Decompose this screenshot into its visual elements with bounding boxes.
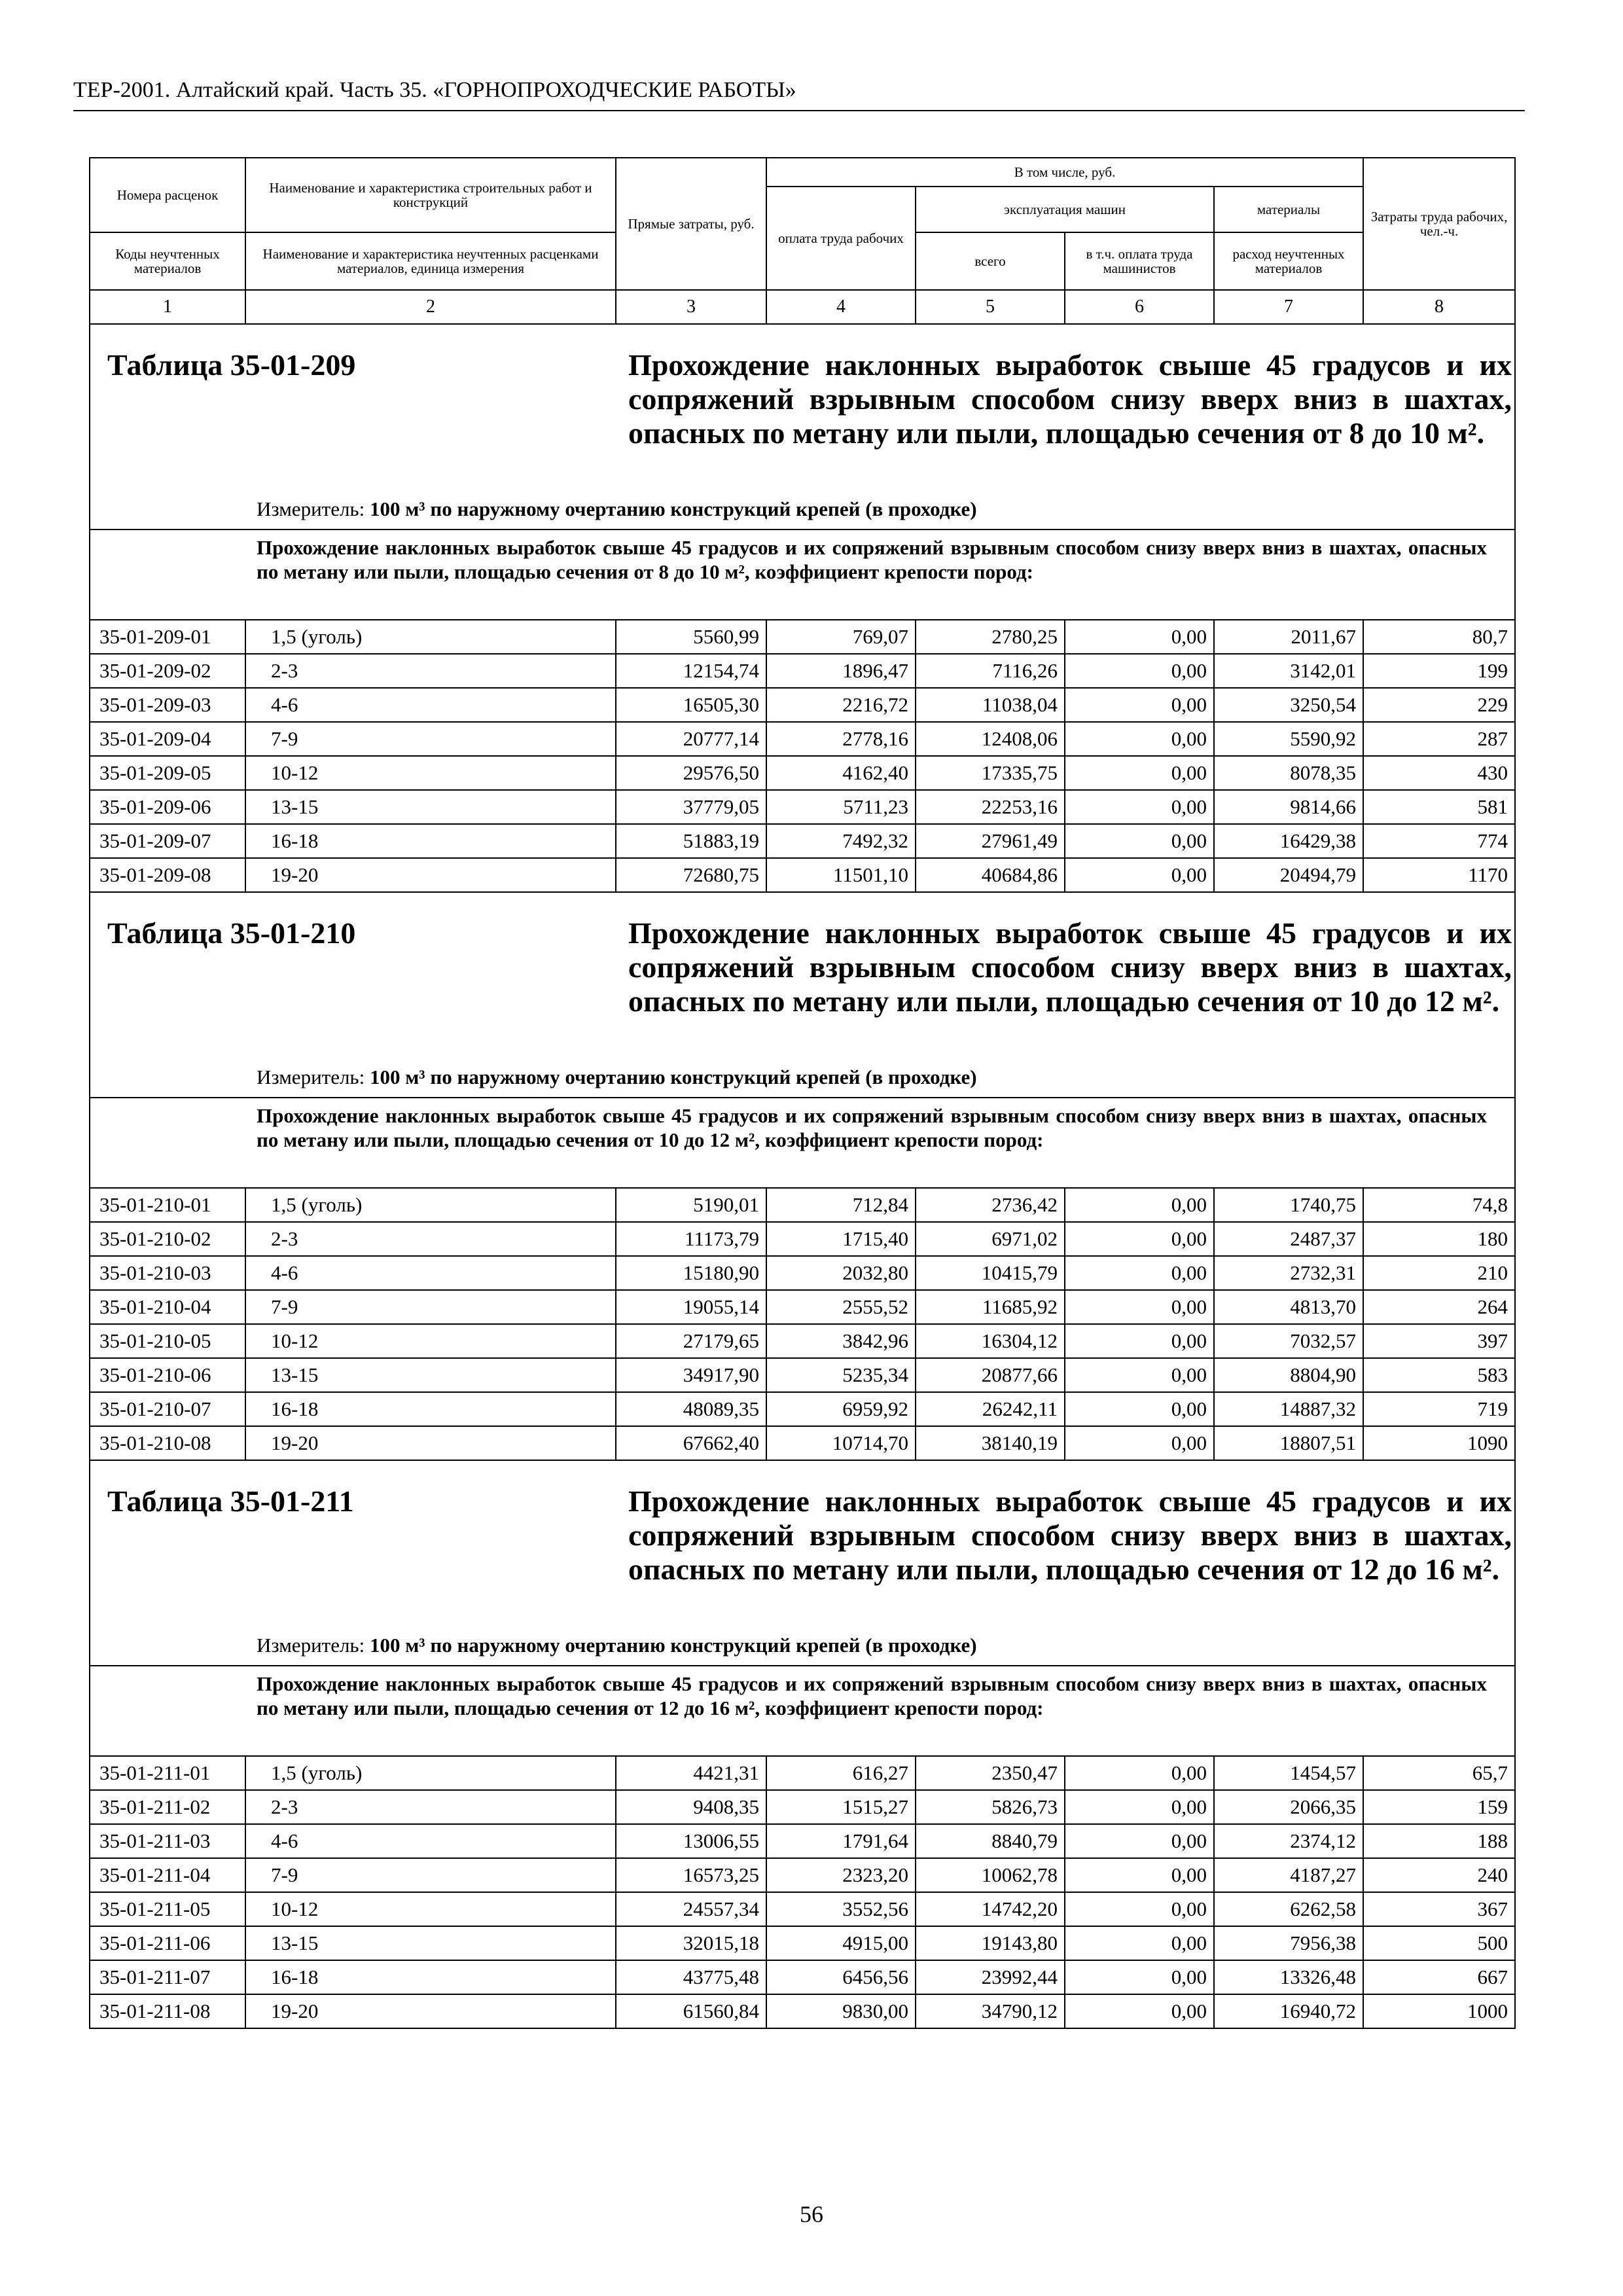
value-cell: 1170 — [1363, 858, 1515, 892]
value-cell: 16940,72 — [1214, 1994, 1363, 2028]
value-cell: 19055,14 — [616, 1290, 766, 1324]
value-cell: 1090 — [1363, 1426, 1515, 1460]
rate-code-cell: 35-01-210-02 — [90, 1222, 245, 1256]
table-row — [90, 1756, 1515, 1790]
rate-code-cell: 35-01-211-01 — [90, 1756, 245, 1790]
table-title: Прохождение наклонных выработок свыше 45 градусов и их сопряжений взрывным способом снизу вверх вниз в шахтах, опасных по метану или пыли, площадью сечения от 12 до 16 м². — [628, 1484, 1512, 1586]
value-cell: 2216,72 — [766, 688, 916, 722]
table-row — [90, 1892, 1515, 1926]
value-cell: 2350,47 — [916, 1756, 1065, 1790]
col-number: 6 — [1065, 290, 1214, 324]
table-row — [90, 858, 1515, 892]
table-description-row — [90, 1666, 1515, 1756]
rate-code-cell: 35-01-210-08 — [90, 1426, 245, 1460]
value-cell: 240 — [1363, 1858, 1515, 1892]
value-cell: 51883,19 — [616, 824, 766, 858]
table-row — [90, 1358, 1515, 1392]
col-machines: эксплуатация машин — [916, 187, 1214, 232]
measure-value: 100 м³ по наружному очертанию конструкций крепей (в проходке) — [369, 497, 977, 520]
page-number: 56 — [800, 2201, 823, 2227]
table-description: Прохождение наклонных выработок свыше 45 градусов и их сопряжений взрывным способом снизу вверх вниз в шахтах, опасных по метану или пыли, площадью сечения от 12 до 16 м², коэффициент крепости пород: — [257, 1672, 1487, 1719]
value-cell: 264 — [1363, 1290, 1515, 1324]
col-machines-wages: в т.ч. оплата труда машинистов — [1065, 232, 1214, 290]
col-materials-name: Наименование и характеристика неучтенных расценками материалов, единица измерения — [245, 232, 616, 290]
table-measure — [257, 1066, 977, 1089]
measure-label: Измеритель: — [257, 497, 365, 520]
rock-strength-cell: 19-20 — [245, 1994, 616, 2028]
rock-strength-cell: 2-3 — [245, 1790, 616, 1824]
rock-strength-cell: 10-12 — [245, 1324, 616, 1358]
rock-strength-cell: 7-9 — [245, 722, 616, 756]
value-cell: 10714,70 — [766, 1426, 916, 1460]
value-cell: 27179,65 — [616, 1324, 766, 1358]
value-cell: 4162,40 — [766, 756, 916, 790]
rock-strength-cell: 16-18 — [245, 1960, 616, 1994]
value-cell: 15180,90 — [616, 1256, 766, 1290]
running-header: ТЕР-2001. Алтайский край. Часть 35. «ГОРНОПРОХОДЧЕСКИЕ РАБОТЫ» — [73, 77, 1525, 111]
value-cell: 2487,37 — [1214, 1222, 1363, 1256]
rate-code-cell: 35-01-211-04 — [90, 1858, 245, 1892]
table-row — [90, 654, 1515, 688]
value-cell: 1454,57 — [1214, 1756, 1363, 1790]
rock-strength-cell: 2-3 — [245, 654, 616, 688]
value-cell: 2011,67 — [1214, 620, 1363, 654]
rate-code-cell: 35-01-211-08 — [90, 1994, 245, 2028]
value-cell: 0,00 — [1065, 1892, 1214, 1926]
rate-code-cell: 35-01-210-04 — [90, 1290, 245, 1324]
table-row — [90, 1790, 1515, 1824]
value-cell: 34917,90 — [616, 1358, 766, 1392]
value-cell: 0,00 — [1065, 1426, 1214, 1460]
value-cell: 397 — [1363, 1324, 1515, 1358]
table-row — [90, 1290, 1515, 1324]
value-cell: 0,00 — [1065, 1358, 1214, 1392]
rock-strength-cell: 19-20 — [245, 1426, 616, 1460]
measure-value: 100 м³ по наружному очертанию конструкций крепей (в проходке) — [369, 1634, 977, 1657]
value-cell: 0,00 — [1065, 1824, 1214, 1858]
value-cell: 43775,48 — [616, 1960, 766, 1994]
rock-strength-cell: 13-15 — [245, 790, 616, 824]
table-row — [90, 1392, 1515, 1426]
rock-strength-cell: 4-6 — [245, 1824, 616, 1858]
value-cell: 23992,44 — [916, 1960, 1065, 1994]
value-cell: 1000 — [1363, 1994, 1515, 2028]
value-cell: 5560,99 — [616, 620, 766, 654]
table-description-row — [90, 529, 1515, 620]
table-title-cell — [90, 324, 1515, 529]
value-cell: 14887,32 — [1214, 1392, 1363, 1426]
rock-strength-cell: 13-15 — [245, 1358, 616, 1392]
rate-code-cell: 35-01-211-05 — [90, 1892, 245, 1926]
value-cell: 581 — [1363, 790, 1515, 824]
value-cell: 7956,38 — [1214, 1926, 1363, 1960]
col-materials: материалы — [1214, 187, 1363, 232]
value-cell: 8078,35 — [1214, 756, 1363, 790]
value-cell: 2732,31 — [1214, 1256, 1363, 1290]
value-cell: 9408,35 — [616, 1790, 766, 1824]
table-row — [90, 756, 1515, 790]
value-cell: 8840,79 — [916, 1824, 1065, 1858]
value-cell: 5190,01 — [616, 1188, 766, 1222]
rate-code-cell: 35-01-209-01 — [90, 620, 245, 654]
value-cell: 13006,55 — [616, 1824, 766, 1858]
rate-code-cell: 35-01-210-05 — [90, 1324, 245, 1358]
table-description-row — [90, 1098, 1515, 1188]
value-cell: 5235,34 — [766, 1358, 916, 1392]
measure-label: Измеритель: — [257, 1066, 365, 1088]
value-cell: 229 — [1363, 688, 1515, 722]
table-title-cell — [90, 892, 1515, 1098]
value-cell: 11501,10 — [766, 858, 916, 892]
col-number: 3 — [616, 290, 766, 324]
value-cell: 11038,04 — [916, 688, 1065, 722]
value-cell: 0,00 — [1065, 1960, 1214, 1994]
value-cell: 9830,00 — [766, 1994, 916, 2028]
table-title-block — [90, 1461, 1514, 1665]
value-cell: 719 — [1363, 1392, 1515, 1426]
rock-strength-cell: 10-12 — [245, 756, 616, 790]
value-cell: 2778,16 — [766, 722, 916, 756]
table-title-row — [90, 1460, 1515, 1666]
value-cell: 7492,32 — [766, 824, 916, 858]
table-row — [90, 1222, 1515, 1256]
value-cell: 5590,92 — [1214, 722, 1363, 756]
table-title: Прохождение наклонных выработок свыше 45 градусов и их сопряжений взрывным способом снизу вверх вниз в шахтах, опасных по метану или пыли, площадью сечения от 10 до 12 м². — [628, 916, 1512, 1018]
value-cell: 74,8 — [1363, 1188, 1515, 1222]
value-cell: 4915,00 — [766, 1926, 916, 1960]
value-cell: 0,00 — [1065, 1290, 1214, 1324]
value-cell: 9814,66 — [1214, 790, 1363, 824]
value-cell: 8804,90 — [1214, 1358, 1363, 1392]
rate-code-cell: 35-01-210-06 — [90, 1358, 245, 1392]
rate-code-cell: 35-01-211-06 — [90, 1926, 245, 1960]
col-materials-unaccounted: расход неучтенных материалов — [1214, 232, 1363, 290]
value-cell: 0,00 — [1065, 1256, 1214, 1290]
value-cell: 0,00 — [1065, 1222, 1214, 1256]
value-cell: 2736,42 — [916, 1188, 1065, 1222]
value-cell: 7116,26 — [916, 654, 1065, 688]
value-cell: 6262,58 — [1214, 1892, 1363, 1926]
value-cell: 6959,92 — [766, 1392, 916, 1426]
rates-body — [90, 324, 1515, 2028]
table-row — [90, 1426, 1515, 1460]
table-title-row — [90, 324, 1515, 529]
measure-label: Измеритель: — [257, 1634, 365, 1657]
value-cell: 17335,75 — [916, 756, 1065, 790]
col-work-name: Наименование и характеристика строительных работ и конструкций — [245, 158, 616, 232]
rate-code-cell: 35-01-210-03 — [90, 1256, 245, 1290]
table-name: Таблица 35-01-210 — [107, 916, 356, 950]
value-cell: 0,00 — [1065, 1926, 1214, 1960]
rate-code-cell: 35-01-211-02 — [90, 1790, 245, 1824]
col-number: 5 — [916, 290, 1065, 324]
col-direct-costs: Прямые затраты, руб. — [616, 158, 766, 290]
table-description: Прохождение наклонных выработок свыше 45 градусов и их сопряжений взрывным способом снизу вверх вниз в шахтах, опасных по метану или пыли, площадью сечения от 8 до 10 м², коэффициент крепости пород: — [257, 536, 1487, 583]
value-cell: 1896,47 — [766, 654, 916, 688]
value-cell: 12154,74 — [616, 654, 766, 688]
table-row — [90, 1858, 1515, 1892]
rock-strength-cell: 16-18 — [245, 824, 616, 858]
value-cell: 0,00 — [1065, 688, 1214, 722]
table-measure — [257, 497, 977, 521]
col-rate-numbers: Номера расценок — [90, 158, 245, 232]
col-labor: Затраты труда рабочих, чел.-ч. — [1363, 158, 1515, 290]
table-name: Таблица 35-01-209 — [107, 348, 356, 382]
table-row — [90, 790, 1515, 824]
table-row — [90, 1824, 1515, 1858]
value-cell: 11173,79 — [616, 1222, 766, 1256]
value-cell: 16573,25 — [616, 1858, 766, 1892]
col-wages: оплата труда рабочих — [766, 187, 916, 290]
value-cell: 0,00 — [1065, 654, 1214, 688]
value-cell: 11685,92 — [916, 1290, 1065, 1324]
value-cell: 1515,27 — [766, 1790, 916, 1824]
value-cell: 34790,12 — [916, 1994, 1065, 2028]
value-cell: 67662,40 — [616, 1426, 766, 1460]
rock-strength-cell: 19-20 — [245, 858, 616, 892]
value-cell: 14742,20 — [916, 1892, 1065, 1926]
value-cell: 38140,19 — [916, 1426, 1065, 1460]
rock-strength-cell: 10-12 — [245, 1892, 616, 1926]
value-cell: 367 — [1363, 1892, 1515, 1926]
value-cell: 500 — [1363, 1926, 1515, 1960]
value-cell: 774 — [1363, 824, 1515, 858]
value-cell: 210 — [1363, 1256, 1515, 1290]
value-cell: 0,00 — [1065, 1790, 1214, 1824]
value-cell: 12408,06 — [916, 722, 1065, 756]
value-cell: 3842,96 — [766, 1324, 916, 1358]
rate-code-cell: 35-01-209-03 — [90, 688, 245, 722]
table-row — [90, 1324, 1515, 1358]
table-name: Таблица 35-01-211 — [107, 1484, 354, 1518]
value-cell: 2066,35 — [1214, 1790, 1363, 1824]
table-row — [90, 722, 1515, 756]
value-cell: 0,00 — [1065, 756, 1214, 790]
value-cell: 18807,51 — [1214, 1426, 1363, 1460]
rate-code-cell: 35-01-210-01 — [90, 1188, 245, 1222]
value-cell: 667 — [1363, 1960, 1515, 1994]
value-cell: 72680,75 — [616, 858, 766, 892]
rock-strength-cell: 7-9 — [245, 1858, 616, 1892]
value-cell: 5826,73 — [916, 1790, 1065, 1824]
value-cell: 712,84 — [766, 1188, 916, 1222]
rate-code-cell: 35-01-209-07 — [90, 824, 245, 858]
table-row — [90, 1960, 1515, 1994]
value-cell: 0,00 — [1065, 824, 1214, 858]
value-cell: 2323,20 — [766, 1858, 916, 1892]
value-cell: 199 — [1363, 654, 1515, 688]
value-cell: 0,00 — [1065, 790, 1214, 824]
table-row — [90, 824, 1515, 858]
rate-code-cell: 35-01-209-08 — [90, 858, 245, 892]
table-row — [90, 620, 1515, 654]
table-title-cell — [90, 1460, 1515, 1666]
value-cell: 61560,84 — [616, 1994, 766, 2028]
value-cell: 13326,48 — [1214, 1960, 1363, 1994]
table-measure — [257, 1634, 977, 1657]
col-number: 7 — [1214, 290, 1363, 324]
value-cell: 80,7 — [1363, 620, 1515, 654]
rate-code-cell: 35-01-209-04 — [90, 722, 245, 756]
value-cell: 20777,14 — [616, 722, 766, 756]
value-cell: 0,00 — [1065, 1858, 1214, 1892]
value-cell: 40684,86 — [916, 858, 1065, 892]
table-title-block — [90, 893, 1514, 1097]
value-cell: 24557,34 — [616, 1892, 766, 1926]
value-cell: 3552,56 — [766, 1892, 916, 1926]
value-cell: 22253,16 — [916, 790, 1065, 824]
table-description-cell — [90, 529, 1515, 620]
rock-strength-cell: 13-15 — [245, 1926, 616, 1960]
value-cell: 6456,56 — [766, 1960, 916, 1994]
value-cell: 10062,78 — [916, 1858, 1065, 1892]
value-cell: 20877,66 — [916, 1358, 1065, 1392]
rate-code-cell: 35-01-211-07 — [90, 1960, 245, 1994]
value-cell: 188 — [1363, 1824, 1515, 1858]
value-cell: 0,00 — [1065, 858, 1214, 892]
rock-strength-cell: 1,5 (уголь) — [245, 1756, 616, 1790]
value-cell: 19143,80 — [916, 1926, 1065, 1960]
value-cell: 1740,75 — [1214, 1188, 1363, 1222]
value-cell: 48089,35 — [616, 1392, 766, 1426]
table-title-block — [90, 325, 1514, 529]
col-number: 4 — [766, 290, 916, 324]
rates-table — [89, 157, 1516, 2029]
rock-strength-cell: 4-6 — [245, 688, 616, 722]
rock-strength-cell: 1,5 (уголь) — [245, 1188, 616, 1222]
value-cell: 27961,49 — [916, 824, 1065, 858]
value-cell: 2780,25 — [916, 620, 1065, 654]
value-cell: 1791,64 — [766, 1824, 916, 1858]
col-machines-total: всего — [916, 232, 1065, 290]
value-cell: 2032,80 — [766, 1256, 916, 1290]
value-cell: 159 — [1363, 1790, 1515, 1824]
value-cell: 0,00 — [1065, 1324, 1214, 1358]
value-cell: 16304,12 — [916, 1324, 1065, 1358]
value-cell: 583 — [1363, 1358, 1515, 1392]
value-cell: 6971,02 — [916, 1222, 1065, 1256]
table-description-cell — [90, 1098, 1515, 1188]
value-cell: 0,00 — [1065, 1392, 1214, 1426]
col-number: 1 — [90, 290, 245, 324]
value-cell: 4421,31 — [616, 1756, 766, 1790]
table-row — [90, 688, 1515, 722]
value-cell: 29576,50 — [616, 756, 766, 790]
value-cell: 0,00 — [1065, 1188, 1214, 1222]
value-cell: 5711,23 — [766, 790, 916, 824]
value-cell: 287 — [1363, 722, 1515, 756]
col-including: В том числе, руб. — [766, 158, 1363, 187]
value-cell: 37779,05 — [616, 790, 766, 824]
table-title-row — [90, 892, 1515, 1098]
value-cell: 1715,40 — [766, 1222, 916, 1256]
value-cell: 616,27 — [766, 1756, 916, 1790]
rate-code-cell: 35-01-211-03 — [90, 1824, 245, 1858]
value-cell: 0,00 — [1065, 1756, 1214, 1790]
table-title: Прохождение наклонных выработок свыше 45 градусов и их сопряжений взрывным способом снизу вверх вниз в шахтах, опасных по метану или пыли, площадью сечения от 8 до 10 м². — [628, 348, 1512, 450]
value-cell: 20494,79 — [1214, 858, 1363, 892]
measure-value: 100 м³ по наружному очертанию конструкций крепей (в проходке) — [369, 1066, 977, 1088]
rock-strength-cell: 1,5 (уголь) — [245, 620, 616, 654]
table-row — [90, 1256, 1515, 1290]
value-cell: 32015,18 — [616, 1926, 766, 1960]
rock-strength-cell: 4-6 — [245, 1256, 616, 1290]
table-row — [90, 1994, 1515, 2028]
value-cell: 4187,27 — [1214, 1858, 1363, 1892]
value-cell: 4813,70 — [1214, 1290, 1363, 1324]
value-cell: 2374,12 — [1214, 1824, 1363, 1858]
value-cell: 0,00 — [1065, 1994, 1214, 2028]
rock-strength-cell: 7-9 — [245, 1290, 616, 1324]
table-description-cell — [90, 1666, 1515, 1756]
value-cell: 16429,38 — [1214, 824, 1363, 858]
value-cell: 3250,54 — [1214, 688, 1363, 722]
value-cell: 10415,79 — [916, 1256, 1065, 1290]
rock-strength-cell: 16-18 — [245, 1392, 616, 1426]
col-number: 2 — [245, 290, 616, 324]
rate-code-cell: 35-01-209-02 — [90, 654, 245, 688]
value-cell: 0,00 — [1065, 620, 1214, 654]
table-row — [90, 1926, 1515, 1960]
table-description: Прохождение наклонных выработок свыше 45 градусов и их сопряжений взрывным способом снизу вверх вниз в шахтах, опасных по метану или пыли, площадью сечения от 10 до 12 м², коэффициент крепости пород: — [257, 1104, 1487, 1151]
rate-code-cell: 35-01-209-06 — [90, 790, 245, 824]
value-cell: 769,07 — [766, 620, 916, 654]
rock-strength-cell: 2-3 — [245, 1222, 616, 1256]
value-cell: 0,00 — [1065, 722, 1214, 756]
table-row — [90, 1188, 1515, 1222]
value-cell: 16505,30 — [616, 688, 766, 722]
value-cell: 3142,01 — [1214, 654, 1363, 688]
value-cell: 180 — [1363, 1222, 1515, 1256]
col-number: 8 — [1363, 290, 1515, 324]
value-cell: 430 — [1363, 756, 1515, 790]
value-cell: 7032,57 — [1214, 1324, 1363, 1358]
rate-code-cell: 35-01-209-05 — [90, 756, 245, 790]
value-cell: 65,7 — [1363, 1756, 1515, 1790]
col-codes: Коды неучтенных материалов — [90, 232, 245, 290]
value-cell: 26242,11 — [916, 1392, 1065, 1426]
rate-code-cell: 35-01-210-07 — [90, 1392, 245, 1426]
value-cell: 2555,52 — [766, 1290, 916, 1324]
